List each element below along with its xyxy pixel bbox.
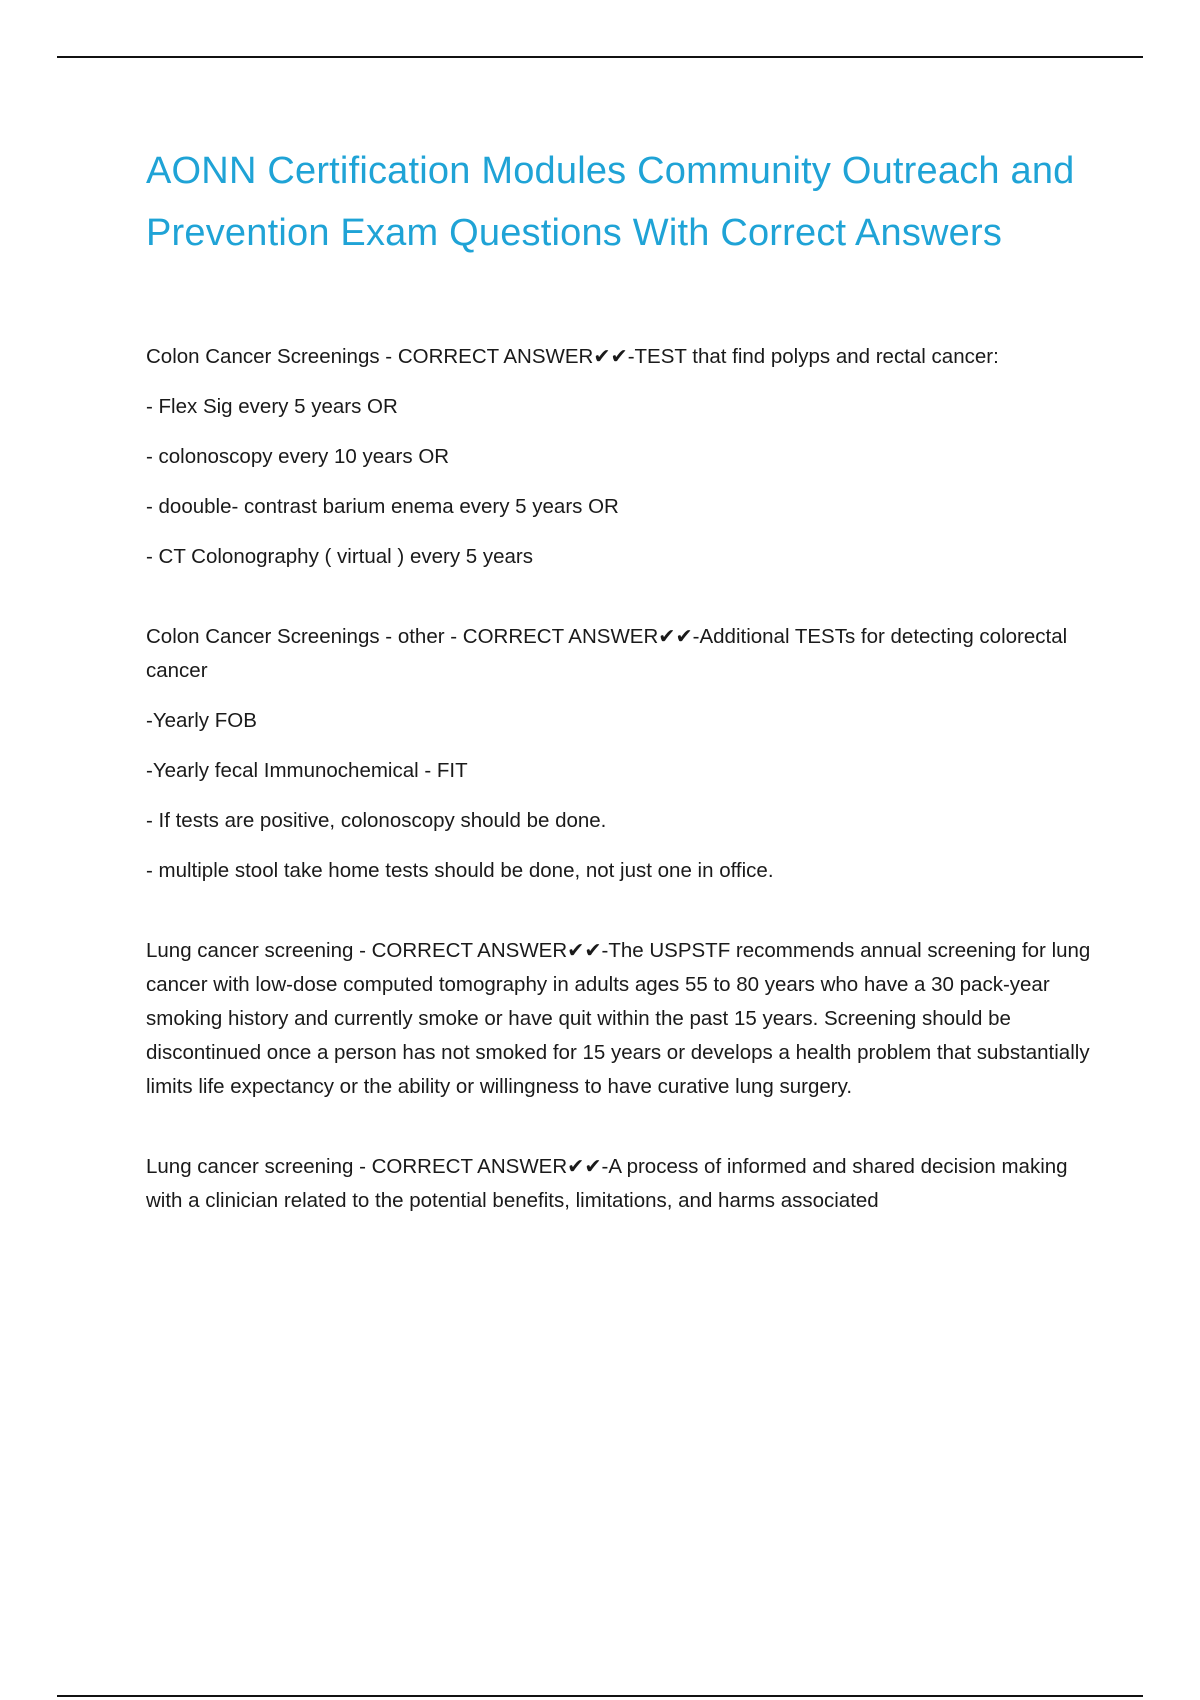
answer-line: - If tests are positive, colonoscopy should be done. [146,809,607,832]
qa-block-4 [146,1150,1096,1218]
answer-line: - CT Colonography ( virtual ) every 5 years [146,545,533,568]
answer-line: - multiple stool take home tests should be done, not just one in office. [146,859,774,882]
qa-block-1 [146,340,1096,574]
answer-line: - doouble- contrast barium enema every 5 years OR [146,495,619,518]
footer-rule [57,1695,1143,1697]
answer-line: - Flex Sig every 5 years OR [146,395,398,418]
answer-line: - colonoscopy every 10 years OR [146,445,450,468]
answer-line: -Yearly FOB [146,709,257,732]
question-text: Lung cancer screening - CORRECT ANSWER✔✔-A process of informed and shared decision making with a clinician related to the potential benefits, limitations, and harms associated [146,1155,1068,1212]
header-rule [57,56,1143,58]
qa-block-3 [146,934,1096,1104]
document-body [146,140,1096,1234]
qa-block-2 [146,620,1096,888]
answer-line: -Yearly fecal Immunochemical - FIT [146,759,468,782]
question-text: Lung cancer screening - CORRECT ANSWER✔✔-The USPSTF recommends annual screening for lung cancer with low-dose computed tomography in adults ages 55 to 80 years who have a 30 pack-year smoking history and currently smoke or have quit within the past 15 years. Screening should be discontinued once a person has not smoked for 15 years or develops a health problem that substantially limits life expectancy or the ability or willingness to have curative lung surgery. [146,939,1091,1098]
question-text: Colon Cancer Screenings - other - CORRECT ANSWER✔✔-Additional TESTs for detecting colorectal cancer [146,625,1068,682]
document-title: AONN Certification Modules Community Outreach and Prevention Exam Questions With Correct Answers [146,150,1075,254]
question-text: Colon Cancer Screenings - CORRECT ANSWER✔✔-TEST that find polyps and rectal cancer: [146,345,999,368]
